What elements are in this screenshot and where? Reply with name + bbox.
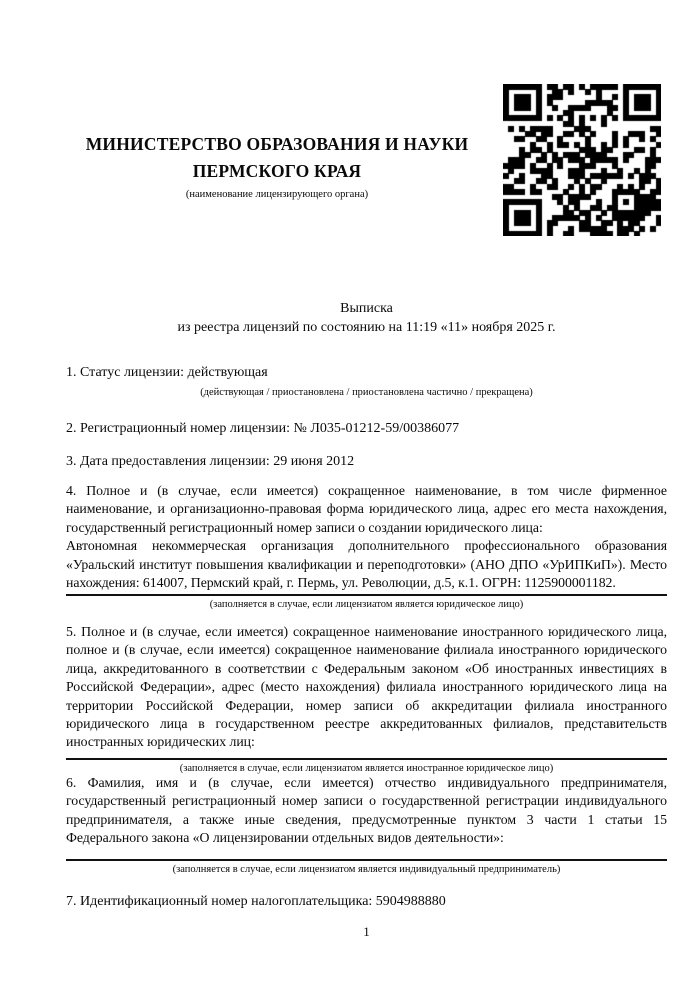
legal-entity-value: Автономная некоммерческая организация дополнительного профессионального образования «Уральский институт повышения квалификации и переподготовки» (АНО ДПО «УрИПКиП»). Место нахождения: 614007, Пермский край, г. Пермь, ул. Революции, д.5, к.1. ОГРН: 1125900001182.	[66, 538, 667, 591]
item-taxpayer-number	[66, 893, 667, 911]
page-number: 1	[363, 924, 370, 939]
grant-date-text: 3. Дата предоставления лицензии: 29 июня 2012	[66, 454, 355, 469]
license-status-options-caption: (действующая / приостановлена / приостановлена частично / прекращена)	[200, 387, 533, 399]
item-license-status	[66, 364, 667, 399]
individual-entrepreneur-caption: (заполняется в случае, если лицензиатом является индивидуальный предприниматель)	[172, 863, 561, 875]
document-title-block	[66, 300, 667, 337]
foreign-entity-caption: (заполняется в случае, если лицензиатом является иностранное юридическое лицо)	[179, 762, 554, 774]
blank-field-rule-individual-entrepreneur	[66, 859, 667, 861]
taxpayer-number-text: 7. Идентификационный номер налогоплательщика: 5904988880	[66, 894, 446, 909]
ministry-name-line1: МИНИСТЕРСТВО ОБРАЗОВАНИЯ И НАУКИ	[85, 134, 469, 154]
blank-field-rule-foreign-entity	[66, 758, 667, 760]
legal-entity-caption: (заполняется в случае, если лицензиатом является юридическое лицо)	[209, 599, 524, 611]
blank-field-rule-legal-entity	[66, 594, 667, 596]
document-subtitle: из реестра лицензий по состоянию на 11:19 «11» ноября 2025 г.	[177, 319, 556, 335]
ministry-caption: (наименование лицензирующего органа)	[185, 189, 369, 200]
foreign-entity-label: 5. Полное и (в случае, если имеется) сокращенное наименование иностранного юридического лица, полное и (в случае, если имеется) сокращенное наименование филиала иностранного юридического лица, аккредитованного в соответствии с Федеральным законом «Об иностранных инвестициях в Российской Федерации», адрес (место нахождения) филиала иностранного юридического лица на территории Российской Федерации, номер записи об аккредитации филиала иностранного юридического лица в государственном реестре аккредитованных филиалов, представительств иностранных юридических лиц:	[66, 624, 667, 750]
item-registration-number	[66, 420, 667, 438]
individual-entrepreneur-label: 6. Фамилия, имя и (в случае, если имеется) отчество индивидуального предпринимателя, государственный регистрационный номер записи о государственной регистрации индивидуального предпринимателя, а также иные сведения, предусмотренные пунктом 3 части 1 статьи 15 Федерального закона «О лицензировании отдельных видов деятельности»:	[66, 775, 667, 846]
item-foreign-entity	[66, 623, 667, 775]
item-individual-entrepreneur	[66, 774, 667, 876]
licensing-authority-block	[57, 131, 497, 201]
license-status-text: 1. Статус лицензии: действующая	[66, 365, 268, 380]
ministry-name-line2: ПЕРМСКОГО КРАЯ	[192, 161, 362, 181]
document-title: Выписка	[340, 301, 393, 316]
item-grant-date	[66, 453, 667, 471]
qr-code	[503, 84, 661, 236]
item-legal-entity	[66, 482, 667, 611]
registration-number-text: 2. Регистрационный номер лицензии: № Л035-01212-59/00386077	[66, 421, 460, 436]
legal-entity-label: 4. Полное и (в случае, если имеется) сокращенное наименование, в том числе фирменное наименование, и организационно-правовая форма юридического лица, адрес его места нахождения, государственный регистрационный номер записи о создании юридического лица:	[66, 483, 667, 535]
